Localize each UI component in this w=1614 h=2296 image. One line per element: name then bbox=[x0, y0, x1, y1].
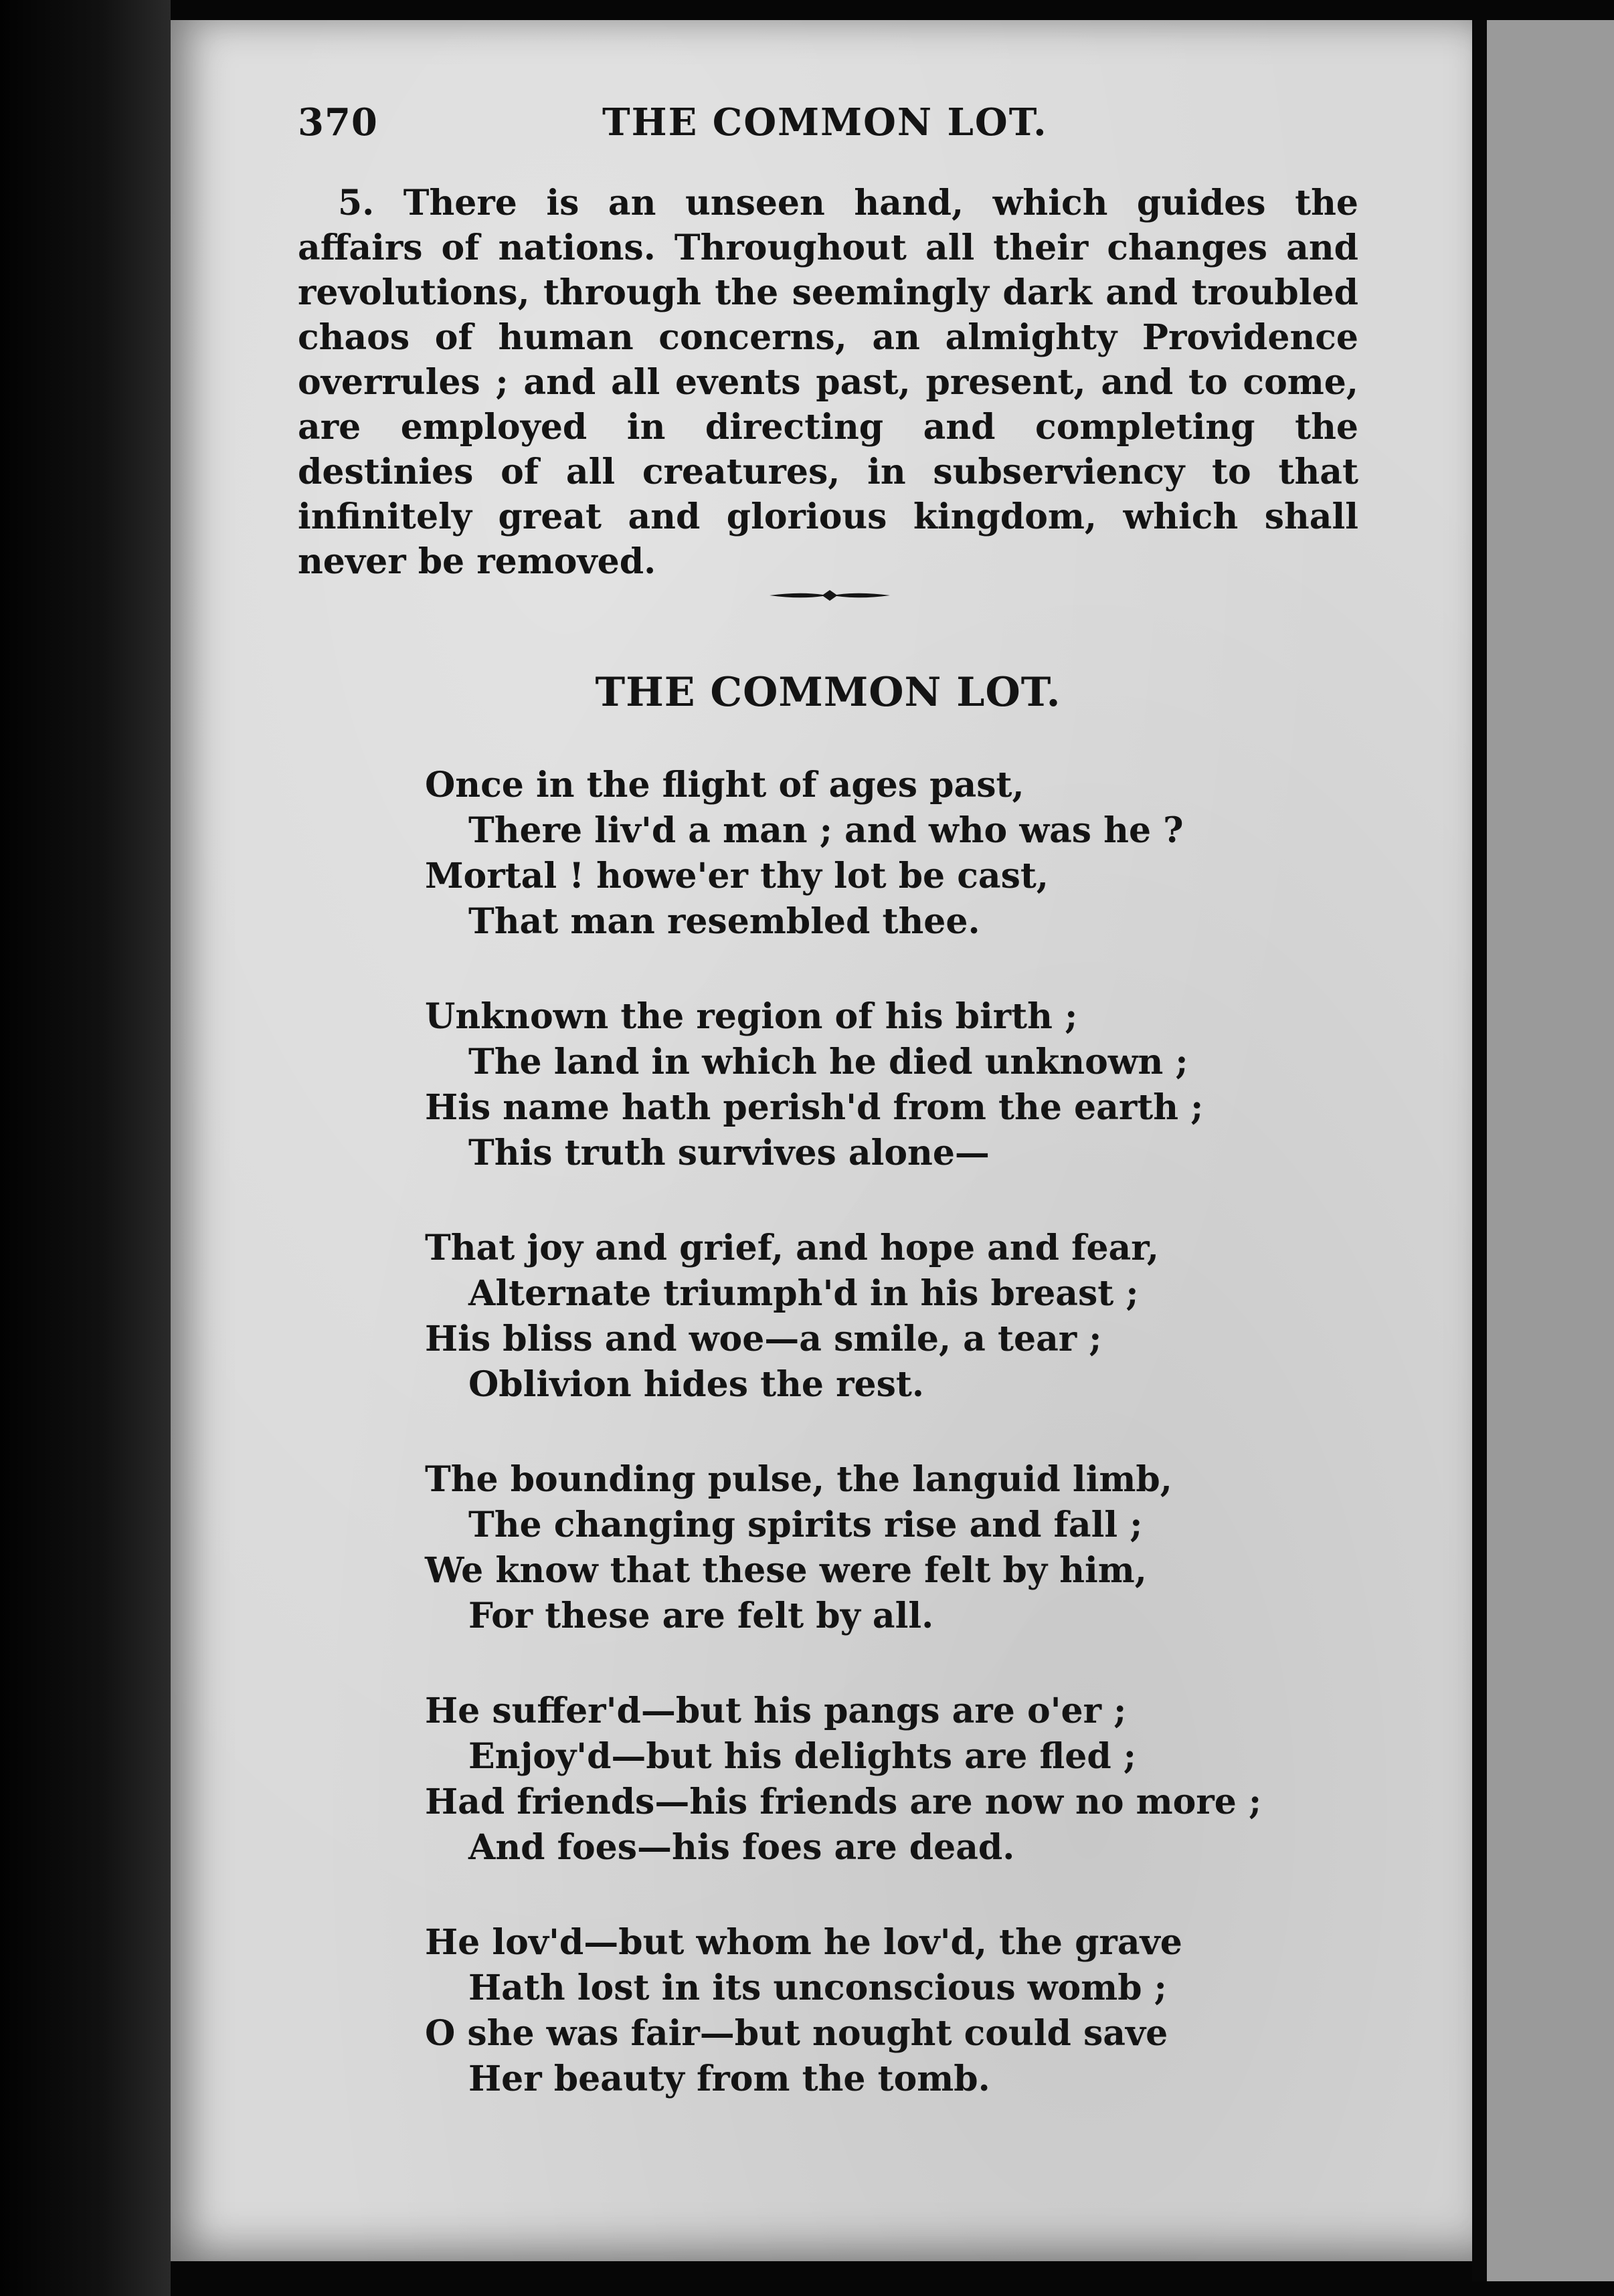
poem-line: The bounding pulse, the languid limb, bbox=[425, 1459, 1172, 1500]
poem-body bbox=[425, 763, 1362, 2151]
running-head-title: THE COMMON LOT. bbox=[602, 100, 1048, 145]
poem-line: He suffer'd—but his pangs are o'er ; bbox=[425, 1691, 1127, 1731]
running-head bbox=[298, 100, 1365, 161]
stanza-1 bbox=[425, 763, 1362, 945]
poem-line: His bliss and woe—a smile, a tear ; bbox=[425, 1319, 1102, 1359]
poem-line: O she was fair—but nought could save bbox=[425, 2013, 1168, 2054]
page-number: 370 bbox=[298, 100, 378, 145]
page-edge-rule bbox=[1472, 20, 1487, 2281]
poem-line: Enjoy'd—but his delights are fled ; bbox=[468, 1736, 1137, 1777]
stanza-6 bbox=[425, 1920, 1362, 2102]
poem-line: And foes—his foes are dead. bbox=[468, 1827, 1015, 1868]
poem-line: Unknown the region of his birth ; bbox=[425, 996, 1078, 1037]
poem-line: The changing spirits rise and fall ; bbox=[468, 1505, 1143, 1545]
poem-line: This truth survives alone— bbox=[468, 1133, 990, 1173]
poem-title: THE COMMON LOT. bbox=[595, 669, 1061, 716]
poem-line: The land in which he died unknown ; bbox=[468, 1042, 1188, 1082]
prose-paragraph: 5. There is an unseen hand, which guides the affairs of nations. Throughout all their changes and revolutions, through the seemingly dark and troubled chaos of human concerns, an almighty Providence overrules ; and all events past, present, and to come, are employed in directing and completing the destinies of all creatures, in subserviency to that infinitely great and glorious kingdom, which shall never be removed. bbox=[298, 183, 1358, 582]
poem-line: There liv'd a man ; and who was he ? bbox=[468, 810, 1184, 851]
stanza-2 bbox=[425, 994, 1362, 1176]
poem-line: Had friends—his friends are now no more ; bbox=[425, 1782, 1262, 1822]
poem-line: Oblivion hides the rest. bbox=[468, 1364, 925, 1405]
poem-line: Hath lost in its unconscious womb ; bbox=[468, 1968, 1167, 2008]
poem-line: For these are felt by all. bbox=[468, 1596, 934, 1636]
poem-line: His name hath perish'd from the earth ; bbox=[425, 1087, 1204, 1128]
book-gutter-shadow bbox=[0, 0, 171, 2296]
ornament-divider-icon bbox=[770, 582, 890, 609]
poem-line: We know that these were felt by him, bbox=[425, 1550, 1147, 1591]
poem-line: That joy and grief, and hope and fear, bbox=[425, 1228, 1159, 1268]
poem-line: Mortal ! howe'er thy lot be cast, bbox=[425, 856, 1049, 896]
poem-line: Alternate triumph'd in his breast ; bbox=[468, 1273, 1139, 1314]
stanza-5 bbox=[425, 1689, 1362, 1871]
poem-line: He lov'd—but whom he lov'd, the grave bbox=[425, 1922, 1182, 1963]
poem-line: Her beauty from the tomb. bbox=[468, 2059, 990, 2099]
poem-line: Once in the flight of ages past, bbox=[425, 765, 1024, 805]
facing-page-edge bbox=[1487, 20, 1614, 2281]
poem-line: That man resembled thee. bbox=[468, 901, 980, 942]
stanza-3 bbox=[425, 1226, 1362, 1408]
stanza-4 bbox=[425, 1457, 1362, 1639]
